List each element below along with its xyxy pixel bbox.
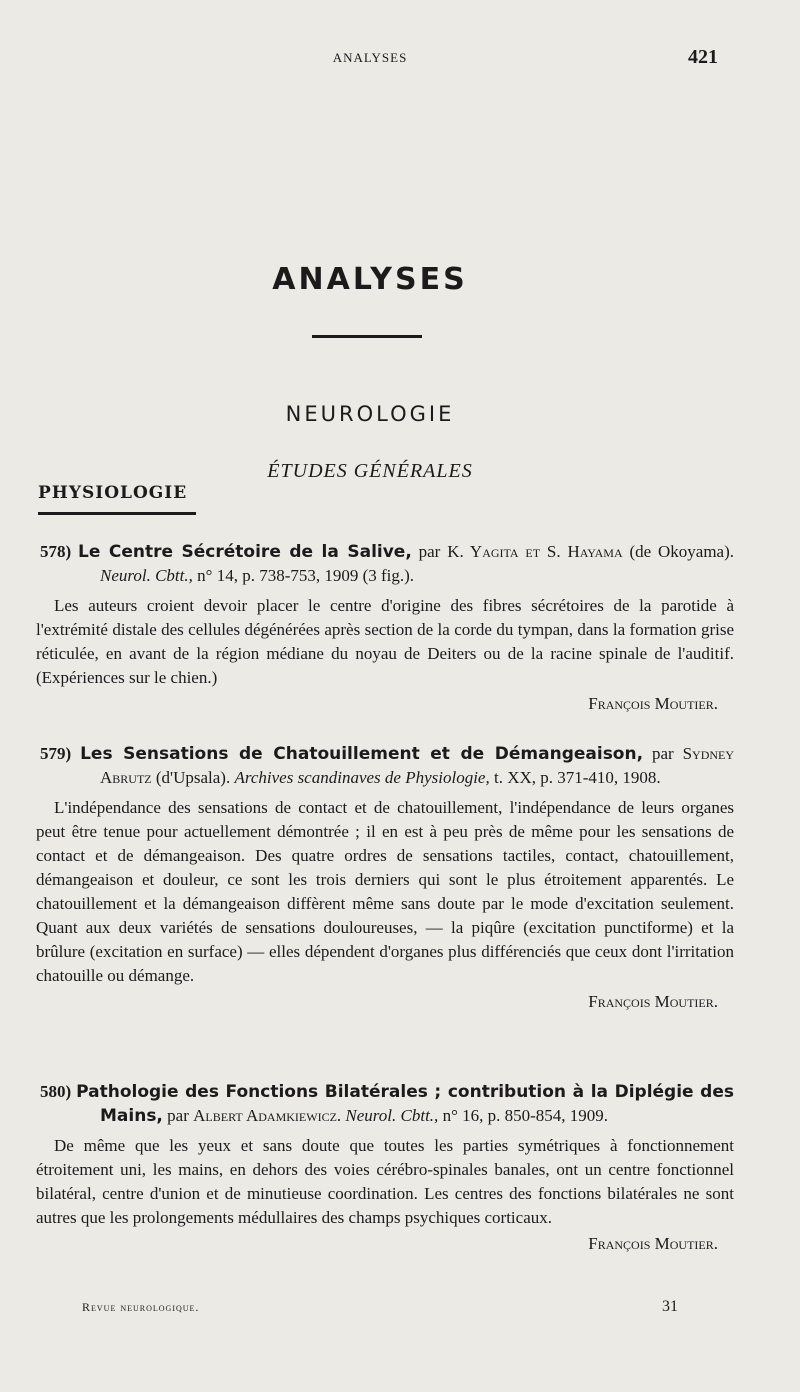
entry-title: Pathologie des Fonctions Bilatérales ; contribution à la Diplégie des Mains,	[76, 1082, 734, 1126]
entry-number: 578)	[40, 542, 72, 561]
entry-signature: François Moutier.	[588, 1234, 718, 1253]
entry-affiliation: (de Okoyama).	[629, 542, 735, 561]
category-heading: PHYSIOLOGIE	[38, 483, 188, 503]
entry-body: De même que les yeux et sans doute que toutes les parties symétriques à fonctionnement étroitement uni, les mains, en dehors des voies cérébro-spinales banales, ont un centre fonctionnel bilatéral, centre d'union et de minutieuse coordination. Les centres des fonctions bilatérales ne sont autres que les prolongements médullaires des champs psychiques corticaux.	[36, 1136, 734, 1227]
entry-heading	[36, 742, 734, 790]
entry-heading	[36, 540, 734, 588]
entry-by: par	[651, 744, 674, 763]
page-number: 421	[688, 46, 718, 68]
entry-citation: t. XX, p. 371-410, 1908.	[493, 768, 661, 787]
footer-journal: Revue neurologique.	[82, 1300, 200, 1314]
entry-by: par	[418, 542, 441, 561]
entry-by: par	[167, 1106, 189, 1125]
entry-authors: K. Yagita et S. Hayama	[447, 542, 623, 561]
entry-number: 580)	[40, 1082, 72, 1101]
page-title: ANALYSES	[272, 262, 468, 297]
entry-title: Le Centre Sécrétoire de la Salive,	[78, 542, 412, 562]
entry-title: Les Sensations de Chatouillement et de Démangeaison,	[80, 744, 644, 764]
title-rule	[312, 335, 422, 338]
running-title: ANALYSES	[332, 50, 408, 65]
entry-signature: François Moutier.	[588, 694, 718, 713]
entry-authors: Albert Adamkiewicz.	[193, 1106, 342, 1125]
entry-affiliation: (d'Upsala).	[155, 768, 231, 787]
entry-body: L'indépendance des sensations de contact et de chatouillement, l'indépendance de leurs organes peut être tenue pour actuellement démontrée ; il en est à peu près de même pour les sensations de contact et de démangeaison. Des quatre ordres de sensations tactiles, contact, chatouillement, démangeaison et douleur, ce sont les trois derniers qui sont le plus étroitement apparentés. Le chatouillement et la démangeaison diffèrent même sans doute par le mode d'excitation seulement. Quant aux deux variétés de sensations douloureuses, — la piqûre (excitation punctiforme) et la brûlure (excitation en surface) — elles dépendent d'organes plus différenciés que ceux dont l'irritation chatouille ou démange.	[36, 798, 734, 985]
abstract-entry-579	[36, 742, 734, 1014]
entry-citation: n° 14, p. 738-753, 1909 (3 fig.).	[197, 566, 415, 585]
entry-body: Les auteurs croient devoir placer le centre d'origine des fibres sécrétoires de la parotide à l'extrémité distale des cellules dégénérées après section de la corde du tympan, dans la formation grise réticulée, en avant de la région médiane du noyau de Deiters ou de la racine spinale de l'auditif. (Expériences sur le chien.)	[36, 596, 734, 687]
entry-heading	[36, 1080, 734, 1128]
entry-journal: Neurol. Cbtt.,	[345, 1106, 439, 1125]
footer-signature-mark: 31	[662, 1298, 678, 1315]
entry-signature: François Moutier.	[588, 992, 718, 1011]
entry-journal: Archives scandinaves de Physiologie,	[234, 768, 490, 787]
category-rule	[38, 512, 196, 515]
abstract-entry-580	[36, 1080, 734, 1256]
subsection-heading: ÉTUDES GÉNÉRALES	[267, 460, 473, 482]
entry-citation: n° 16, p. 850-854, 1909.	[442, 1106, 609, 1125]
entry-authors: Sydney Abrutz	[100, 744, 735, 787]
entry-journal: Neurol. Cbtt.,	[100, 566, 193, 585]
section-heading: NEUROLOGIE	[285, 402, 455, 426]
entry-number: 579)	[40, 744, 72, 763]
abstract-entry-578	[36, 540, 734, 716]
